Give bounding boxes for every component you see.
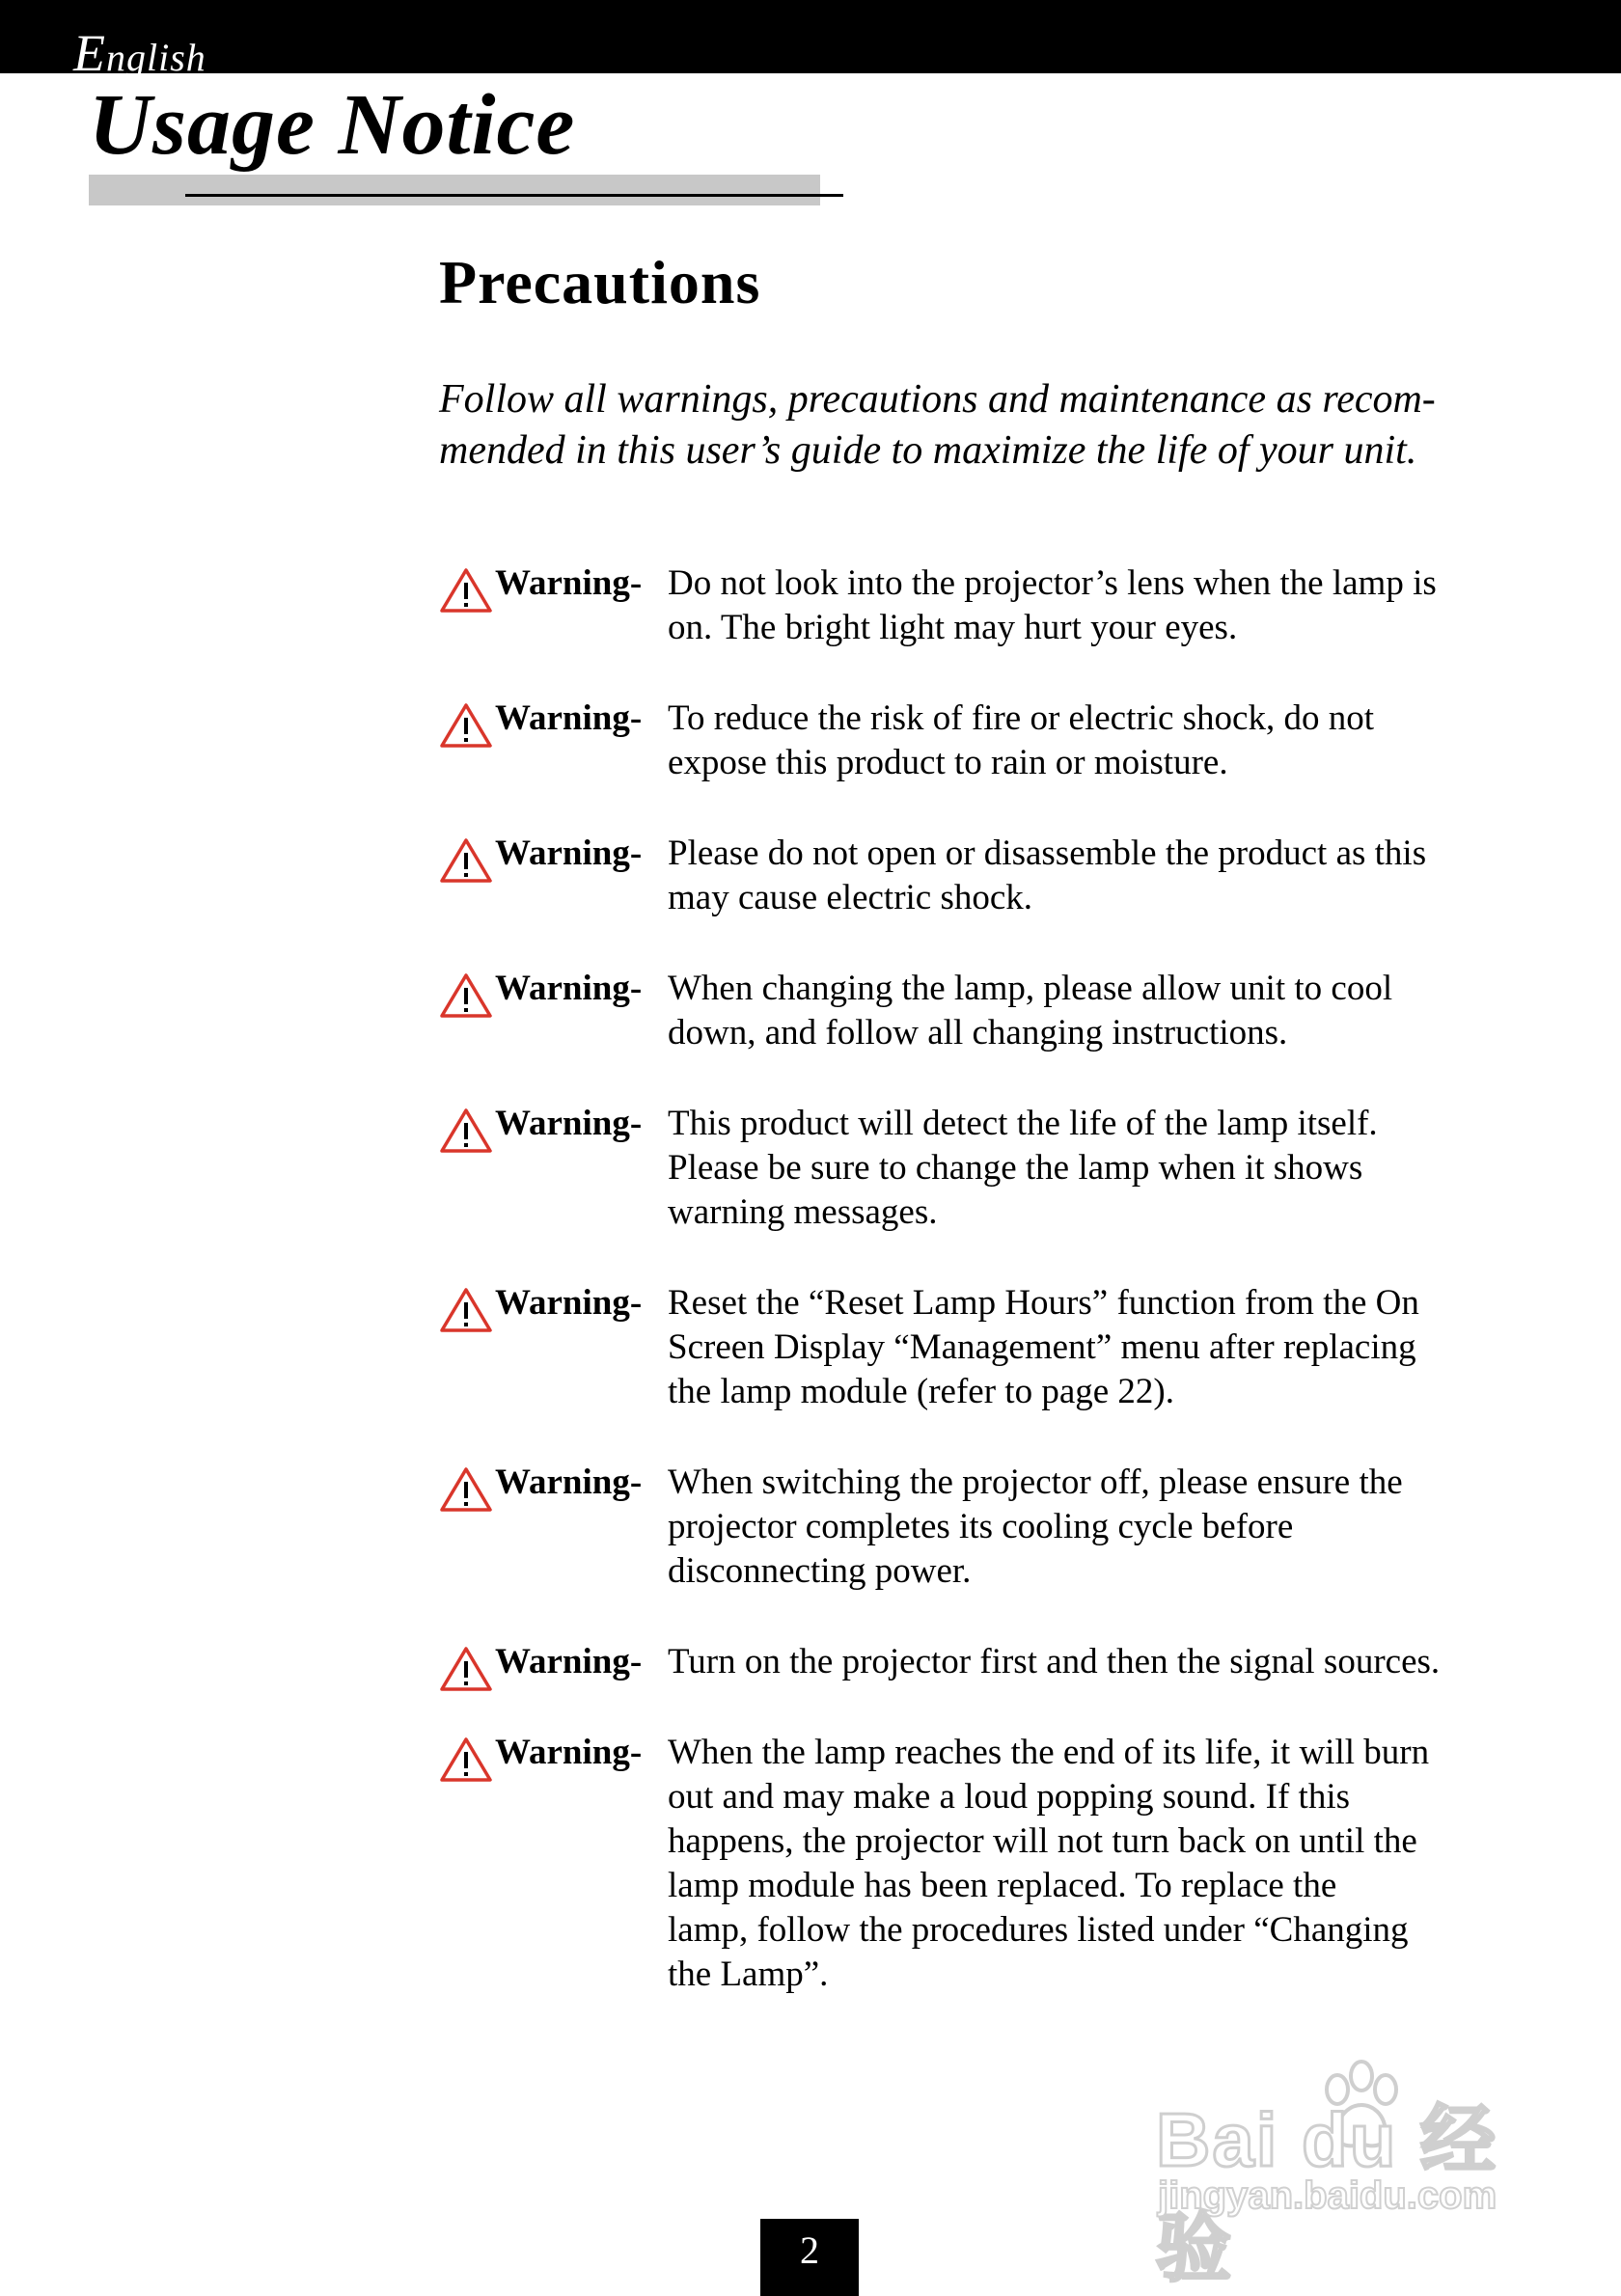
warning-label: Warning- [495,969,643,1008]
warning-text-line: on. The bright light may hurt your eyes. [668,608,1238,647]
warning-triangle-icon [439,1646,493,1692]
warning-text-line: When switching the projector off, please ensure the [668,1462,1403,1502]
warning-text-line: To reduce the risk of fire or electric shock, do not [668,698,1374,738]
warning-text-line: Turn on the projector first and then the signal sources. [668,1642,1441,1681]
intro-line: Follow all warnings, precautions and maintenance as recom- [439,377,1436,422]
warning-text [668,967,1578,1055]
warning-text [668,1731,1578,1997]
warning-text-line: Screen Display “Management” menu after replacing [668,1327,1416,1367]
warning-text-line: disconnecting power. [668,1551,972,1591]
warning-text [668,1461,1578,1594]
precautions-heading: Precautions [439,248,761,316]
warning-item [439,561,1578,650]
warning-label: Warning- [495,1104,643,1143]
section-title: Usage Notice [89,77,576,173]
watermark-url: jingyan.baidu.com [1158,2174,1497,2217]
warning-item [439,1102,1578,1235]
warning-triangle-icon [439,702,493,749]
warning-label: Warning- [495,834,643,873]
intro-line: mended in this user’s guide to maximize the life of your unit. [439,428,1417,473]
warning-text-line: happens, the projector will not turn back on until the [668,1821,1417,1861]
warning-triangle-icon [439,567,493,614]
warning-item [439,1461,1578,1594]
warning-text-line: may cause electric shock. [668,878,1033,917]
warning-label: Warning- [495,1283,643,1323]
page-number: 2 [760,2219,859,2296]
warning-text-line: When the lamp reaches the end of its life, it will burn [668,1733,1430,1772]
warning-item [439,1731,1578,1997]
warning-label: Warning- [495,698,643,738]
baidu-watermark [1146,2055,1532,2290]
warning-text [668,697,1578,785]
warning-item [439,1640,1578,1684]
warning-label: Warning- [495,563,643,603]
warning-text-line: Do not look into the projector’s lens when the lamp is [668,563,1437,603]
warning-triangle-icon [439,1466,493,1513]
warning-item [439,1281,1578,1414]
warning-text [668,1281,1578,1414]
warning-text [668,561,1578,650]
warning-text-line: the Lamp”. [668,1954,829,1994]
warning-text-line: down, and follow all changing instructions. [668,1013,1288,1052]
warning-text-line: Please be sure to change the lamp when it shows [668,1148,1363,1188]
warning-triangle-icon [439,837,493,884]
watermark-brand: Bai du 经验 [1156,2097,1498,2290]
title-underline-shade [89,175,820,205]
header-bar [0,0,1621,82]
warning-triangle-icon [439,972,493,1019]
warning-list [439,561,1578,2043]
warning-text-line: Reset the “Reset Lamp Hours” function from the On [668,1283,1419,1323]
title-underline-rule [185,194,843,197]
warning-label: Warning- [495,1642,643,1681]
warning-text-line: lamp, follow the procedures listed under “Changing [668,1910,1409,1950]
warning-text-line: projector completes its cooling cycle before [668,1507,1294,1546]
warning-label: Warning- [495,1462,643,1502]
warning-item [439,832,1578,920]
language-label: English [73,24,206,82]
warning-text-line: warning messages. [668,1192,938,1232]
warning-text-line: When changing the lamp, please allow unit to cool [668,969,1393,1008]
warning-text-line: lamp module has been replaced. To replace the [668,1866,1337,1905]
warning-text-line: out and may make a loud popping sound. If this [668,1777,1351,1817]
warning-item [439,967,1578,1055]
warning-triangle-icon [439,1736,493,1783]
warning-item [439,697,1578,785]
warning-triangle-icon [439,1287,493,1333]
warning-text [668,1102,1578,1235]
warning-label: Warning- [495,1733,643,1772]
precautions-intro [439,374,1500,477]
warning-text-line: expose this product to rain or moisture. [668,743,1228,782]
warning-text [668,832,1578,920]
warning-text-line: This product will detect the life of the lamp itself. [668,1104,1378,1143]
warning-text [668,1640,1578,1684]
warning-triangle-icon [439,1107,493,1154]
warning-text-line: the lamp module (refer to page 22). [668,1372,1174,1411]
warning-text-line: Please do not open or disassemble the product as this [668,834,1427,873]
